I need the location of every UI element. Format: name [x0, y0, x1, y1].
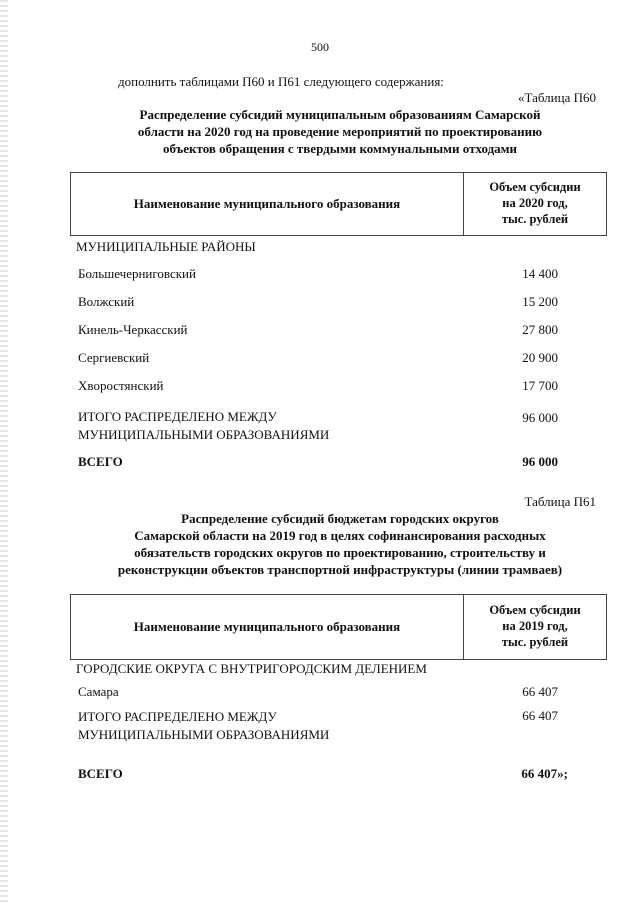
header-line: Объем субсидии [489, 180, 581, 194]
table-row-name: Сергиевский [78, 350, 150, 365]
table-61-total-label [78, 708, 329, 744]
header-line: Объем субсидии [489, 603, 581, 617]
table-60-title-line: Распределение субсидий муниципальным образованиям Самарской [139, 107, 541, 122]
column-header-name: Наименование муниципального образования [133, 619, 401, 634]
table-61-title-line: Распределение субсидий бюджетам городских округов [181, 511, 499, 526]
table-60-title-line: объектов обращения с твердыми коммунальными отходами [162, 141, 518, 156]
header-line: на 2019 год, [502, 619, 568, 633]
table-60-grand-value: 96 000 [522, 454, 558, 469]
page-number: 500 [311, 40, 329, 54]
table-60-grand-label: ВСЕГО [78, 454, 123, 469]
table-61-header [70, 594, 607, 660]
table-row-value: 17 700 [522, 378, 558, 393]
table-60-total-value: 96 000 [522, 410, 558, 425]
table-row-name: Волжский [78, 294, 135, 309]
table-row-value: 27 800 [522, 322, 558, 337]
total-label-line: ИТОГО РАСПРЕДЕЛЕНО МЕЖДУ [78, 409, 277, 424]
total-label-line: МУНИЦИПАЛЬНЫМИ ОБРАЗОВАНИЯМИ [78, 427, 330, 442]
header-line: тыс. рублей [501, 635, 569, 649]
column-header-amount [464, 179, 606, 227]
table-61-title [70, 510, 610, 578]
table-61-total-value: 66 407 [522, 708, 558, 723]
column-header-amount [464, 602, 606, 650]
table-60-title [70, 106, 610, 157]
intro-text: дополнить таблицами П60 и П61 следующего содержания: [118, 74, 444, 89]
table-61-grand-value: 66 407»; [521, 766, 568, 781]
table-61-section: ГОРОДСКИЕ ОКРУГА С ВНУТРИГОРОДСКИМ ДЕЛЕНИЕМ [76, 661, 427, 676]
table-60-title-line: области на 2020 год на проведение мероприятий по проектированию [137, 124, 543, 139]
table-61-label: Таблица П61 [524, 494, 596, 509]
table-row-name: Большечерниговский [78, 266, 196, 281]
table-60-label: «Таблица П60 [518, 90, 596, 105]
header-line: на 2020 год, [502, 196, 568, 210]
table-row-value: 66 407 [522, 684, 558, 699]
table-row-name: Хворостянский [78, 378, 164, 393]
table-row-value: 14 400 [522, 266, 558, 281]
table-61-title-line: Самарской области на 2019 год в целях софинансирования расходных [134, 528, 546, 543]
column-header-name: Наименование муниципального образования [133, 196, 401, 211]
table-61-title-line: обязательств городских округов по проектированию, строительству и [134, 545, 546, 560]
table-61-grand-label: ВСЕГО [78, 766, 123, 781]
table-60-header [70, 172, 607, 236]
scan-edge [0, 0, 8, 905]
table-row-value: 20 900 [522, 350, 558, 365]
table-61-title-line: реконструкции объектов транспортной инфраструктуры (линии трамваев) [117, 562, 563, 577]
table-60-total-label [78, 408, 329, 444]
total-label-line: МУНИЦИПАЛЬНЫМИ ОБРАЗОВАНИЯМИ [78, 727, 330, 742]
total-label-line: ИТОГО РАСПРЕДЕЛЕНО МЕЖДУ [78, 709, 277, 724]
table-row-name: Самара [78, 684, 119, 699]
table-60-section: МУНИЦИПАЛЬНЫЕ РАЙОНЫ [76, 239, 256, 254]
table-row-value: 15 200 [522, 294, 558, 309]
header-line: тыс. рублей [501, 212, 569, 226]
table-row-name: Кинель-Черкасский [78, 322, 188, 337]
